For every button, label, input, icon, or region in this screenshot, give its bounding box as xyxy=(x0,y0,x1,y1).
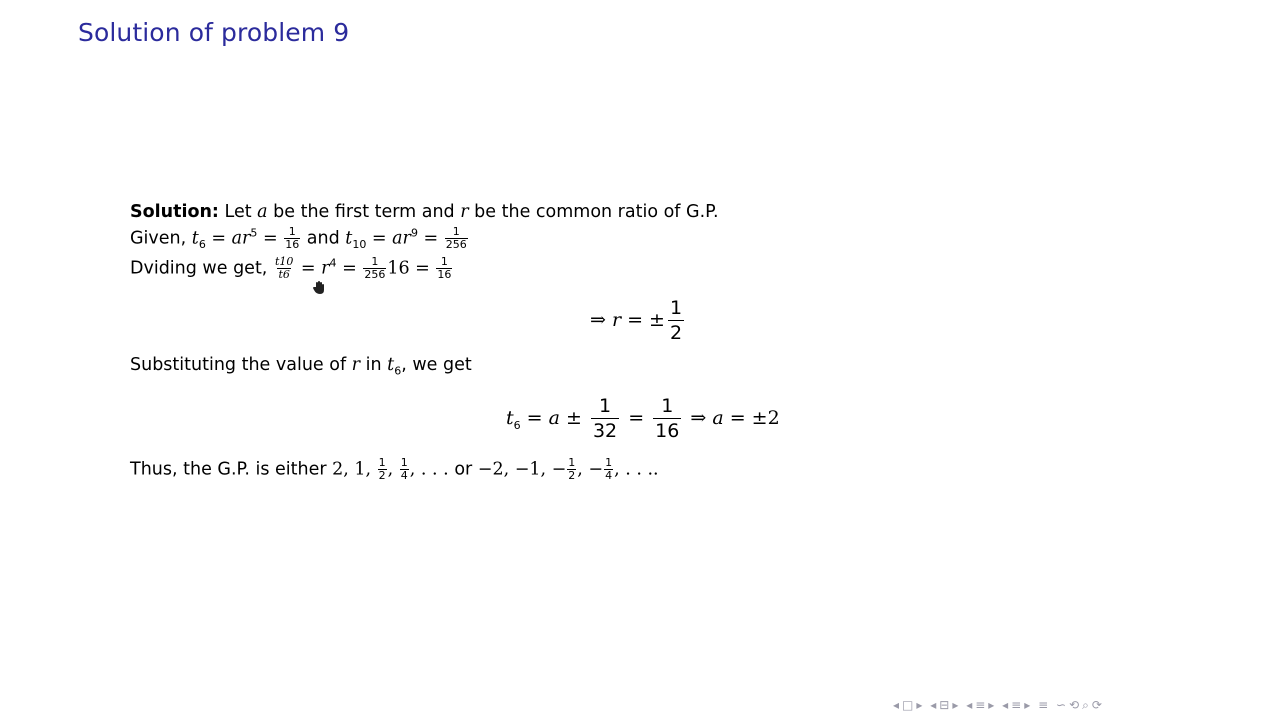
equals-sign: = xyxy=(336,258,363,279)
nav-frame-icon[interactable]: ⊟ xyxy=(939,698,951,712)
fraction-1-16 xyxy=(284,226,300,251)
sequence-1-start: 2, 1, xyxy=(332,459,377,480)
fraction-1-256 xyxy=(445,226,468,251)
nav-back-icon[interactable]: ∽ xyxy=(1055,698,1068,712)
fraction-1-4 xyxy=(604,457,613,482)
nav-document-icon[interactable]: ≡ xyxy=(1038,698,1050,712)
fraction-denominator: 16 xyxy=(655,420,680,442)
fraction-numerator: 1 xyxy=(400,456,408,469)
t10-subscript: 10 xyxy=(352,238,367,251)
dividing-label: Dviding we get, xyxy=(130,258,273,279)
plusminus-sign: ± xyxy=(559,407,588,429)
nav-next-frame-icon[interactable]: ▸ xyxy=(952,698,960,712)
fraction-denominator: 16 xyxy=(437,268,452,281)
equals-sign: = xyxy=(205,228,232,249)
substituting-line xyxy=(130,353,472,377)
fraction-numerator: t10 xyxy=(274,255,294,268)
var-r: r xyxy=(351,355,361,375)
solution-text-1: Let xyxy=(218,202,258,222)
nav-subsection-icon[interactable]: ≡ xyxy=(975,698,987,712)
nav-prev-subsection-icon[interactable]: ◂ xyxy=(966,698,974,712)
solution-line xyxy=(130,200,719,224)
var-r: r xyxy=(611,309,622,331)
slide-title: Solution of problem 9 xyxy=(78,18,350,47)
r-result-equation xyxy=(590,296,687,345)
sequence-2-end: , . . .. xyxy=(614,459,659,480)
ar9-exponent: 9 xyxy=(410,226,418,240)
t10-symbol: t xyxy=(345,228,353,249)
fraction-denominator: 2 xyxy=(669,322,683,344)
fraction-numerator: 1 xyxy=(661,395,674,417)
nav-slide-icon[interactable]: □ xyxy=(902,698,915,712)
equals-sign: = xyxy=(520,407,549,429)
nav-next-section-icon[interactable]: ▸ xyxy=(1024,698,1032,712)
beamer-navigation-bar xyxy=(893,698,1105,713)
fraction-numerator: 1 xyxy=(568,456,576,469)
fraction-numerator: 1 xyxy=(288,225,296,238)
var-a: a xyxy=(548,407,560,429)
fraction-numerator: 1 xyxy=(440,255,448,268)
fraction-denominator: t6 xyxy=(278,268,290,281)
fraction-denominator: 4 xyxy=(400,469,408,482)
equals-plusminus: = ± xyxy=(621,309,665,331)
fraction-numerator: 1 xyxy=(452,225,460,238)
fraction-numerator: 1 xyxy=(605,456,613,469)
equals-sign: = xyxy=(622,407,651,429)
fraction-1-2 xyxy=(567,457,576,482)
sequence-1-end: , . . . xyxy=(409,459,455,480)
r4-base: r xyxy=(321,258,330,279)
ar5-base: ar xyxy=(231,228,251,249)
equals-sign: = xyxy=(409,258,436,279)
fraction-denominator: 16 xyxy=(285,238,300,251)
multiplier-16: 16 xyxy=(387,258,410,279)
fraction-1-256 xyxy=(363,256,386,281)
fraction-denominator: 2 xyxy=(568,469,576,482)
fraction-denominator: 256 xyxy=(445,238,467,251)
nav-next-slide-icon[interactable]: ▸ xyxy=(916,698,924,712)
fraction-denominator: 32 xyxy=(592,420,618,442)
nav-undo-icon[interactable]: ⟲ xyxy=(1069,698,1081,712)
t6-symbol: t xyxy=(387,355,395,375)
dividing-line xyxy=(130,256,453,281)
t6-symbol: t xyxy=(191,228,199,249)
t6-symbol: t xyxy=(506,407,514,429)
hand-cursor-icon xyxy=(313,281,325,295)
comma: , xyxy=(387,459,399,480)
fraction-1-4 xyxy=(400,457,409,482)
and-text: and xyxy=(301,228,346,249)
implies-symbol: ⇒ xyxy=(684,407,713,429)
r4-exponent: 4 xyxy=(329,256,337,270)
solution-label: Solution: xyxy=(130,202,219,222)
fraction-numerator: 1 xyxy=(371,255,379,268)
nav-search-icon[interactable]: ⌕ xyxy=(1082,698,1090,712)
t6-subscript: 6 xyxy=(513,418,521,432)
substituting-text-1: Substituting the value of xyxy=(130,355,352,375)
nav-section-icon[interactable]: ≡ xyxy=(1011,698,1023,712)
nav-next-subsection-icon[interactable]: ▸ xyxy=(988,698,996,712)
nav-prev-section-icon[interactable]: ◂ xyxy=(1002,698,1010,712)
t6-subscript: 6 xyxy=(394,364,402,378)
fraction-1-16 xyxy=(653,394,681,443)
fraction-1-32 xyxy=(591,394,619,443)
fraction-denominator: 256 xyxy=(364,268,386,281)
fraction-numerator: 1 xyxy=(599,395,612,417)
equals-sign: = xyxy=(366,228,393,249)
var-a: a xyxy=(712,407,724,429)
fraction-1-2 xyxy=(378,457,387,482)
fraction-denominator: 2 xyxy=(378,469,386,482)
substituting-text-2: in xyxy=(360,355,388,375)
fraction-1-2 xyxy=(668,296,684,345)
fraction-numerator: 1 xyxy=(669,297,683,319)
solution-text-2: be the first term and xyxy=(267,202,461,222)
nav-prev-frame-icon[interactable]: ◂ xyxy=(930,698,938,712)
final-value: = ±2 xyxy=(723,407,780,429)
nav-forward-icon[interactable]: ⟳ xyxy=(1091,698,1103,712)
conclusion-text: Thus, the G.P. is either xyxy=(130,459,333,480)
solution-text-3: be the common ratio of G.P. xyxy=(468,202,719,222)
equals-sign: = xyxy=(295,258,322,279)
ar5-exponent: 5 xyxy=(250,226,258,240)
var-r: r xyxy=(460,202,469,222)
ar9-base: ar xyxy=(392,228,411,249)
implies-symbol: ⇒ xyxy=(590,309,612,331)
given-line xyxy=(130,226,469,251)
given-label: Given, xyxy=(130,228,192,249)
sequence-2-start: −2, −1, − xyxy=(477,459,567,480)
or-text: or xyxy=(454,459,478,480)
fraction-t10-t6 xyxy=(274,256,294,281)
comma: , − xyxy=(577,459,604,480)
a-result-equation xyxy=(506,394,780,443)
fraction-1-16 xyxy=(436,256,452,281)
substituting-text-3: , we get xyxy=(401,355,472,375)
fraction-denominator: 4 xyxy=(605,469,613,482)
t6-subscript: 6 xyxy=(198,238,206,251)
nav-prev-slide-icon[interactable]: ◂ xyxy=(893,698,901,712)
fraction-numerator: 1 xyxy=(378,456,386,469)
conclusion-line xyxy=(130,457,659,482)
var-a: a xyxy=(257,202,268,222)
equals-sign: = xyxy=(417,228,444,249)
equals-sign: = xyxy=(257,228,284,249)
